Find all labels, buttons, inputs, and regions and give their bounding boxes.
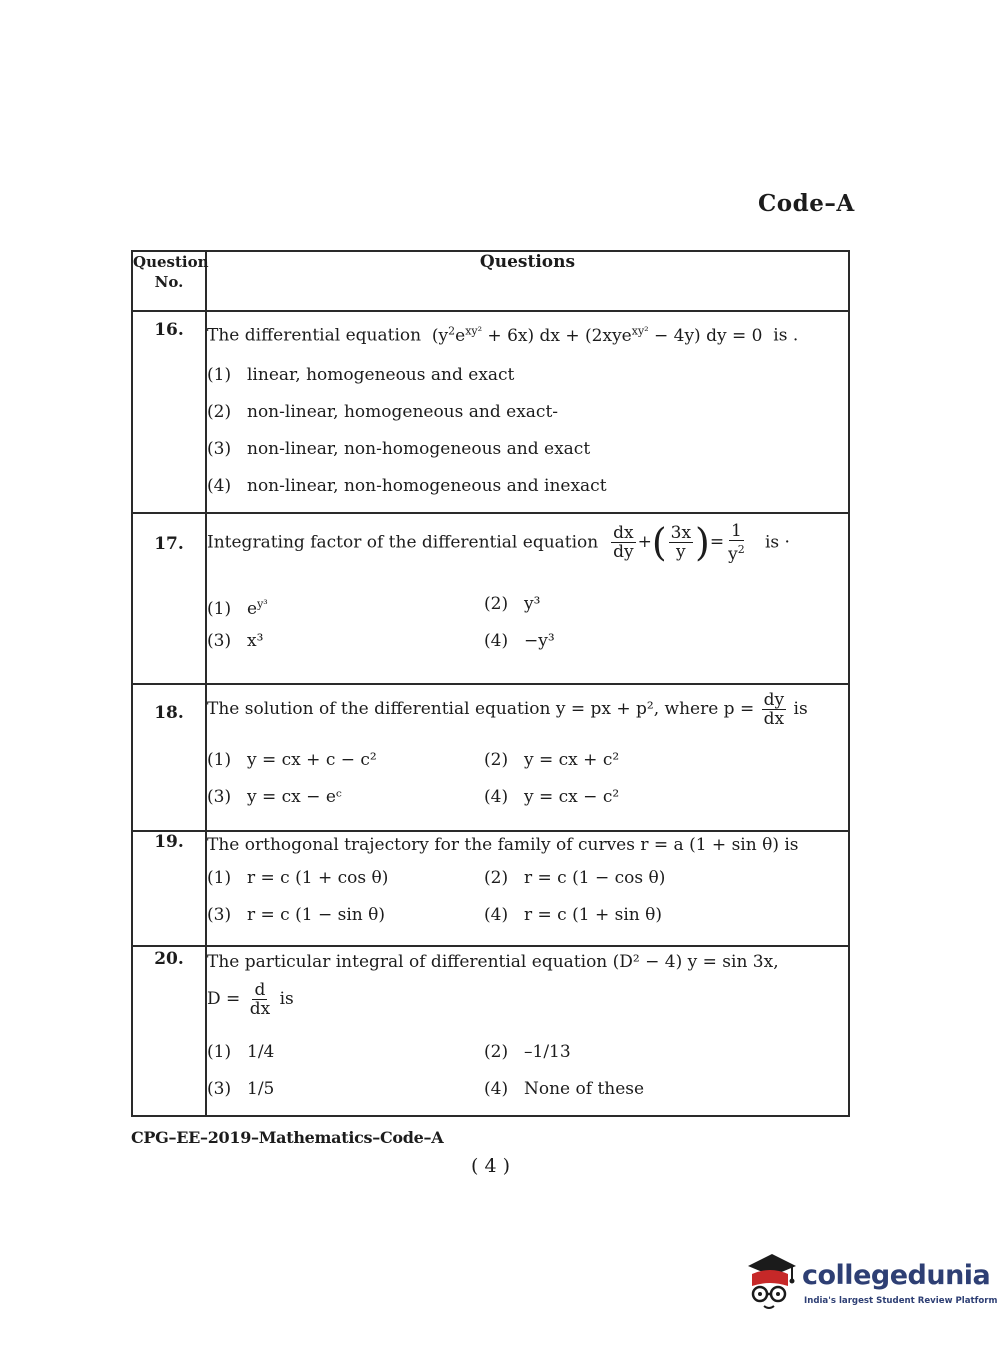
options-list [207, 742, 848, 816]
option-2: (2) y = cx + c² [484, 750, 620, 770]
questions-table [131, 250, 850, 1117]
option-4: (4) −y³ [484, 630, 555, 651]
option-1: (1) linear, homogeneous and exact [207, 364, 515, 385]
option-3: (3) r = c (1 − sin θ) [207, 905, 385, 925]
question-number: 16. [132, 311, 206, 513]
question-no-header: Question No. [132, 251, 206, 311]
equation: $\frac{dx}{dy}$ +( $\frac{3x}{y}$ )= $\frac{1}{y^2}$ [613, 520, 745, 565]
option-1: (1) r = c (1 + cos θ) [207, 868, 389, 888]
collegedunia-logo [742, 1250, 998, 1320]
option-1: (1) $e^{y^3}$ [207, 597, 268, 620]
question-row-16 [132, 311, 849, 513]
dy-dx-fraction: $\frac{dy}{dx}$ [763, 690, 785, 729]
option-1-math: $e^{y^3}$ [247, 597, 268, 620]
question-stem: The differential equation $(y^2e^{xy^2} + 6x)$ dx + (2xye$^{xy^2}$ − 4y) dy = 0 is . [207, 324, 799, 346]
option-2: (2) y³ [484, 593, 541, 614]
option-3: (3) 1/5 [207, 1079, 275, 1099]
question-stem: The solution of the differential equation y = px + p², where p = $\frac{dy}{dx}$ is [207, 690, 808, 729]
options-list [207, 357, 848, 505]
question-stem: Integrating factor of the differential equation $\frac{dx}{dy}$ +( $\frac{3x}{y}$ )= $\frac{1}{y^2}$ is · [207, 520, 790, 565]
questions-header: Questions [206, 251, 849, 311]
question-row-19 [132, 831, 849, 946]
footer-paper-code: CPG–EE–2019–Mathematics–Code–A [131, 1128, 444, 1147]
question-number: 19. [132, 831, 206, 946]
question-number: 18. [132, 684, 206, 831]
option-2: (2) non-linear, homogeneous and exact- [207, 401, 559, 422]
question-stem-line-1: The particular integral of differential equation (D² − 4) y = sin 3x, [207, 952, 779, 972]
mascot-icon [742, 1250, 800, 1316]
option-2: (2) –1/13 [484, 1042, 571, 1062]
option-1: (1) 1/4 [207, 1042, 275, 1062]
option-1: (1) y = cx + c − c² [207, 750, 377, 770]
option-2: (2) r = c (1 − cos θ) [484, 868, 666, 888]
option-3: (3) y = cx − eᶜ [207, 787, 342, 807]
option-4: (4) r = c (1 + sin θ) [484, 905, 662, 925]
options-list [207, 1034, 848, 1108]
options-list [207, 860, 848, 934]
question-stem-line-2: D = $\frac{d}{dx}$ is [207, 980, 294, 1019]
logo-tagline: India's largest Student Review Platform [804, 1296, 998, 1306]
option-4: (4) non-linear, non-homogeneous and inexact [207, 475, 607, 496]
options-list [207, 586, 848, 660]
equation: $(y^2e^{xy^2} + 6x)$ dx + (2xye$^{xy^2}$ − 4y) dy = 0 [431, 324, 763, 346]
option-3: (3) x³ [207, 630, 264, 651]
paper-code: Code–A [758, 190, 855, 217]
table-header-row [132, 251, 849, 311]
logo-wordmark: collegedunia [802, 1260, 991, 1291]
question-stem: The orthogonal trajectory for the family of curves r = a (1 + sin θ) is [207, 835, 799, 855]
option-4: (4) None of these [484, 1079, 645, 1099]
page-number: ( 4 ) [471, 1155, 510, 1177]
question-row-18 [132, 684, 849, 831]
question-row-17 [132, 513, 849, 684]
question-row-20 [132, 946, 849, 1116]
question-number: 17. [132, 513, 206, 684]
d-dx-fraction: $\frac{d}{dx}$ [249, 980, 271, 1019]
question-number: 20. [132, 946, 206, 1116]
option-3: (3) non-linear, non-homogeneous and exact [207, 438, 591, 459]
option-4: (4) y = cx − c² [484, 787, 620, 807]
